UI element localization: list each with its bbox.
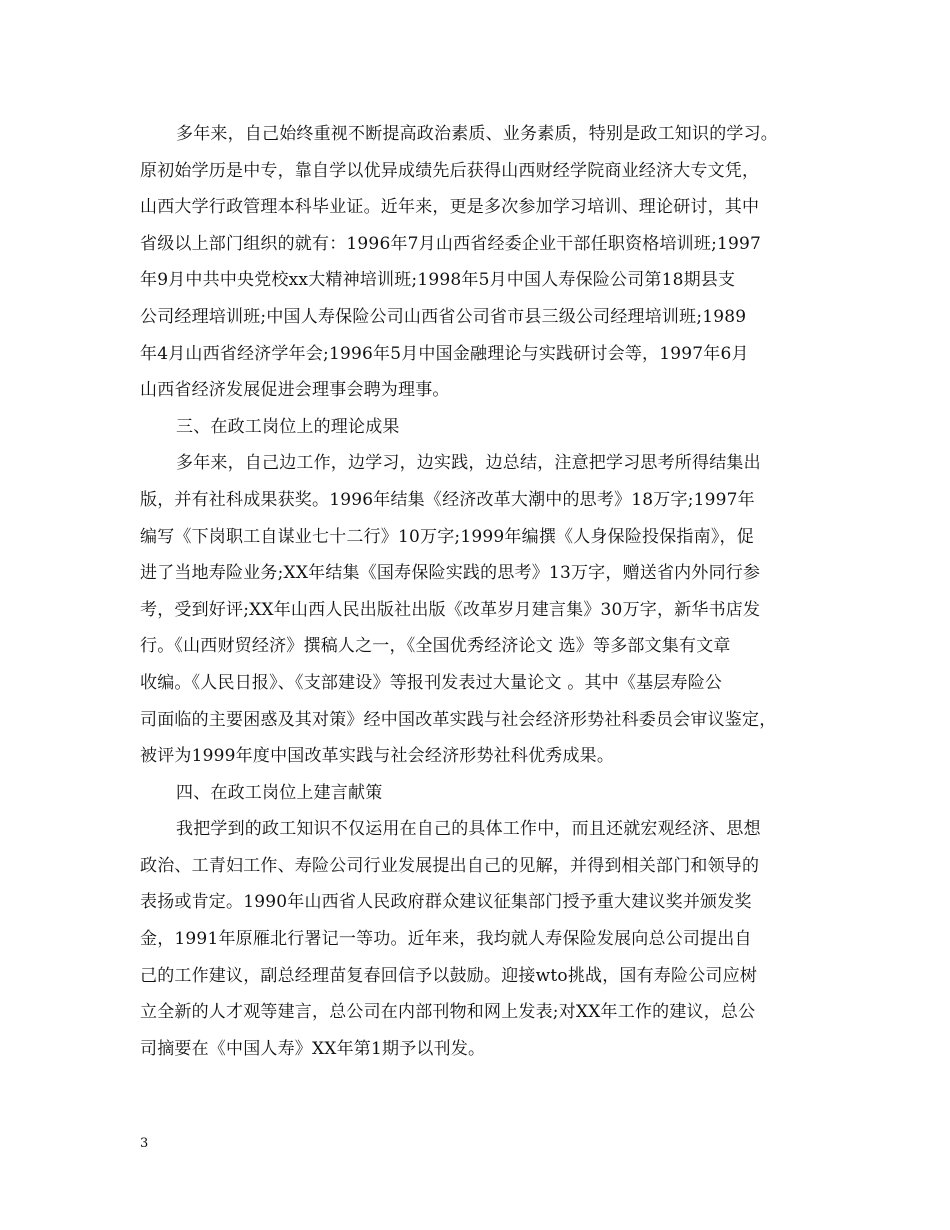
paragraph-line: 政治、工青妇工作、寿险公司行业发展提出自己的见解，并得到相关部门和领导的 [140,855,760,876]
paragraph-line: 司摘要在《中国人寿》XX年第1期予以刊发。 [140,1038,486,1059]
paragraph-line: 版，并有社科成果获奖。1996年结集《经济改革大潮中的思考》18万字;1997年 [140,489,755,510]
paragraph-line: 收编。《人民日报》、《支部建设》等报刊发表过大量论文 。其中《基层寿险公 [140,672,723,693]
paragraph-line: 司面临的主要困惑及其对策》经中国改革实践与社会经济形势社科委员会审议鉴定， [140,709,777,730]
paragraph-line: 多年来，自己边工作，边学习，边实践，边总结，注意把学习思考所得结集出 [176,453,761,474]
paragraph-line: 我把学到的政工知识不仅运用在自己的具体工作中，而且还就宏观经济、思想 [176,819,761,840]
paragraph-line: 山西大学行政管理本科毕业证。近年来，更是多次参加学习培训、理论研讨，其中 [140,197,760,218]
paragraph-line: 己的工作建议，副总经理苗复春回信予以鼓励。迎接wto挑战，国有寿险公司应树 [140,965,758,986]
paragraph-line: 山西省经济发展促进会理事会聘为理事。 [140,380,450,401]
paragraph-line: 年9月中共中央党校xx大精神培训班;1998年5月中国人寿保险公司第18期县支 [140,270,736,291]
paragraph-line: 省级以上部门组织的就有：1996年7月山西省经委企业干部任职资格培训班;1997 [140,233,762,254]
paragraph-line: 公司经理培训班;中国人寿保险公司山西省公司省市县三级公司经理培训班;1989 [140,306,747,327]
paragraph-line: 金，1991年原雁北行署记一等功。近年来，我均就人寿保险发展向总公司提出自 [140,929,752,950]
paragraph-line: 年4月山西省经济学年会;1996年5月中国金融理论与实践研讨会等，1997年6月 [140,343,749,364]
paragraph-line: 多年来，自己始终重视不断提高政治素质、业务素质，特别是政工知识的学习。 [176,124,778,144]
paragraph-line: 编写《下岗职工自谋业七十二行》10万字;1999年编撰《人身保险投保指南》，促 [140,526,754,547]
section-heading: 四、在政工岗位上建言献策 [176,782,383,803]
page-number: 3 [140,1136,149,1151]
paragraph-line: 原初始学历是中专，靠自学以优异成绩先后获得山西财经学院商业经济大专文凭， [140,160,760,181]
paragraph-line: 考，受到好评;XX年山西人民出版社出版《改革岁月建言集》30万字，新华书店发 [140,599,761,620]
paragraph-line: 立全新的人才观等建言，总公司在内部刊物和网上发表;对XX年工作的建议，总公 [140,1002,756,1023]
section-heading: 三、在政工岗位上的理论成果 [176,416,400,437]
paragraph-line: 被评为1999年度中国改革实践与社会经济形势社科优秀成果。 [140,746,615,767]
paragraph-line: 行。《山西财贸经济》撰稿人之一，《全国优秀经济论文 选》等多部文集有文章 [140,636,731,657]
paragraph-line: 进了当地寿险业务;XX年结集《国寿保险实践的思考》13万字，赠送省内外同行参 [140,563,761,584]
paragraph-line: 表扬或肯定。1990年山西省人民政府群众建议征集部门授予重大建议奖并颁发奖 [140,892,752,913]
body-text [140,116,826,1067]
